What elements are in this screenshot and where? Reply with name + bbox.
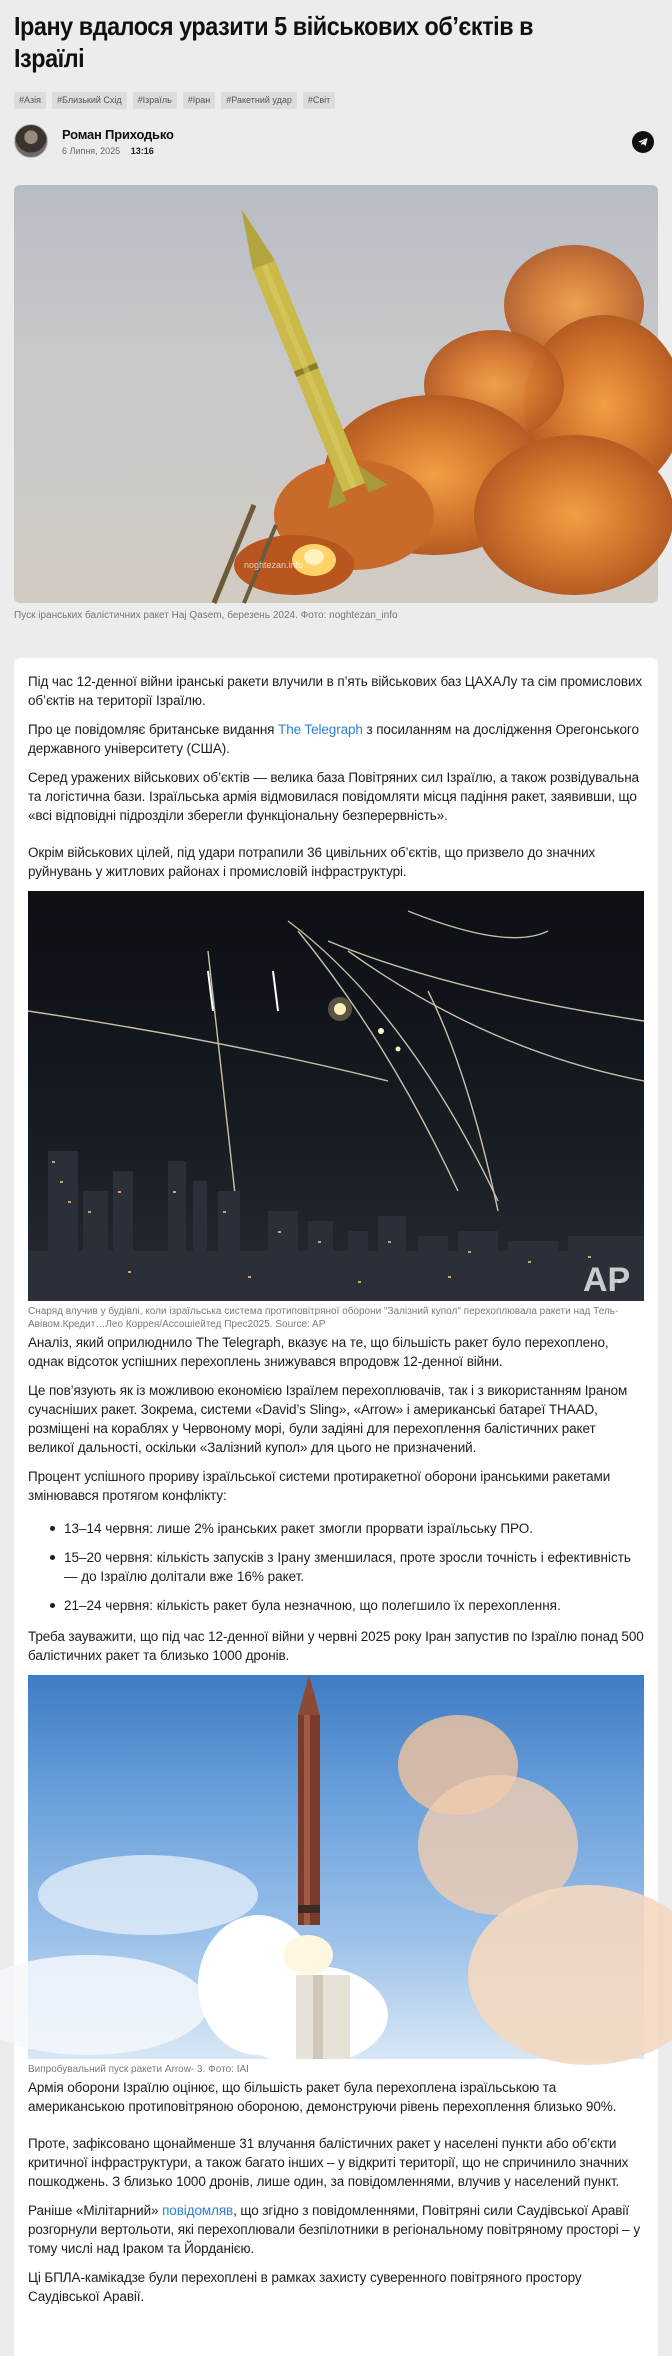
author-block	[14, 123, 658, 159]
paragraph-text: з посиланням на дослідження Орегонського державного університету (США).	[28, 722, 639, 756]
interception-photo	[28, 891, 644, 1301]
article-body	[14, 658, 658, 2356]
list-item: 13–14 червня: лише 2% іранських ракет змогли прорвати ізраїльську ПРО.	[64, 1519, 644, 1538]
paragraph-text: Раніше «Мілітарний»	[28, 2203, 163, 2218]
arrow-launch-photo	[28, 1675, 644, 2059]
paragraph: Ці БПЛА-камікадзе були перехоплені в рамках захисту суверенного повітряного простору Саудівської Аравії.	[28, 2270, 582, 2304]
hero-image	[14, 185, 658, 603]
arrow3-launch-image	[28, 1675, 644, 2059]
tel-aviv-night-image	[28, 891, 644, 1301]
missile-launch-photo	[14, 185, 658, 603]
paragraph-text: Про це повідомляє британське видання	[28, 722, 279, 737]
author-name[interactable]: Роман Приходько	[62, 126, 174, 142]
paragraph: Аналіз, який оприлюднило The Telegraph, вказує на те, що більшість ракет було перехоплено, однак відсоток успішних перехоплень знижувався впродовж 12-денної війни.	[28, 1335, 609, 1369]
tag[interactable]: #Іран	[183, 92, 216, 109]
telegram-share-button[interactable]	[632, 131, 654, 153]
paragraph: Під час 12-денної війни іранські ракети влучили в п’ять військових баз ЦАХАЛу та сім промислових об’єктів на території Ізраїлю.	[28, 674, 643, 708]
paragraph	[28, 720, 644, 758]
tag[interactable]: #Світ	[303, 92, 335, 109]
hero-watermark: noghtezan.info	[244, 560, 304, 570]
avatar[interactable]	[14, 124, 48, 158]
ap-logo: AP	[583, 1261, 631, 1299]
paragraph: Це пов’язують як із можливою економією Ізраїлем перехоплювачів, так і з використанням Іраном сучасніших ракет. Зокрема, системи «David’s Sling», «Arrow» і американські батареї THAAD, розміщені на кораблях у Червоному морі, були задіяні для перехоплення балістичних ракет великої дальності, оскільки «Залізний купол» для цього не призначений.	[28, 1383, 628, 1455]
paragraph: Серед уражених військових об’єктів — велика база Повітряних сил Ізраїлю, а також розвідувальна та логістична бази. Ізраїльська армія відмовилася повідомляти місця падіння ракет, заявивши, що «всі відповідні підрозділи зберегли функціональну безперервність».	[28, 770, 639, 823]
telegram-icon	[637, 136, 649, 148]
tag[interactable]: #Близький Схід	[52, 92, 127, 109]
image-caption: Випробувальний пуск ракети Arrow- 3. Фото: IAI	[28, 2064, 249, 2075]
tag[interactable]: #Азія	[14, 92, 46, 109]
tag-list	[14, 92, 658, 109]
tag[interactable]: #Ізраїль	[133, 92, 177, 109]
related-news-link[interactable]: повідомляв	[162, 2203, 234, 2218]
publish-meta	[62, 146, 174, 156]
list-item: 15–20 червня: кількість запусків з Ірану зменшилася, проте зросли точність і ефективність — до Ізраїлю долітали вже 16% ракет.	[64, 1548, 644, 1586]
paragraph: Проте, зафіксовано щонайменше 31 влучання балістичних ракет у населені пункти або об’єкти критичної інфраструктури, а також багато інших – у відкриті території, що не спричинило значних пошкоджень. З близько 1000 дронів, лише один, за повідомленнями, влучив у населений пункт.	[28, 2136, 629, 2189]
paragraph: Процент успішного прориву ізраїльської системи протиракетної оборони іранськими ракетами змінювався протягом конфлікту:	[28, 1469, 611, 1503]
bullet-list	[28, 1519, 644, 1615]
image-caption: Снаряд влучив у будівлі, коли ізраїльська система протиповітряної оборони "Залізний купол" перехоплювала ракети над Тель-Авівом.Кредит…Лео Коррея/Ассошіейтед Прес2025. Source: AP	[28, 1306, 619, 1330]
paragraph	[28, 2201, 644, 2258]
paragraph: Окрім військових цілей, під удари потрапили 36 цивільних об’єктів, що призвело до значних руйнувань у житлових районах і промисловій інфраструктурі.	[28, 845, 596, 879]
paragraph: Армія оборони Ізраїлю оцінює, що більшість ракет була перехоплена ізраїльською та американською протиповітряною обороною, демонструючи рівень перехоплення близько 90%.	[28, 2080, 617, 2114]
list-item: 21–24 червня: кількість ракет була незначною, що полегшило їх перехоплення.	[64, 1596, 644, 1615]
publish-date: 6 Липня, 2025	[62, 145, 121, 156]
tag[interactable]: #Ракетний удар	[221, 92, 297, 109]
paragraph-text: , що згідно з повідомленнями, Повітряні сили Саудівської Аравії розгорнули вертольоти, які перехоплювали безпілотники в регіональному повітряному просторі – у тому числі над Іраком та Йорданією.	[28, 2203, 640, 2256]
article-title: Ірану вдалося уразити 5 військових об’єктів в Ізраїлі	[14, 11, 534, 73]
publish-time: 13:16	[130, 145, 154, 156]
telegraph-link[interactable]: The Telegraph	[278, 722, 363, 737]
paragraph: Треба зауважити, що під час 12-денної війни у червні 2025 року Іран запустив по Ізраїлю понад 500 балістичних ракет та близько 1000 дронів.	[28, 1629, 644, 1663]
hero-caption: Пуск іранських балістичних ракет Haj Qasem, березень 2024. Фото: noghtezan_info	[14, 610, 398, 621]
